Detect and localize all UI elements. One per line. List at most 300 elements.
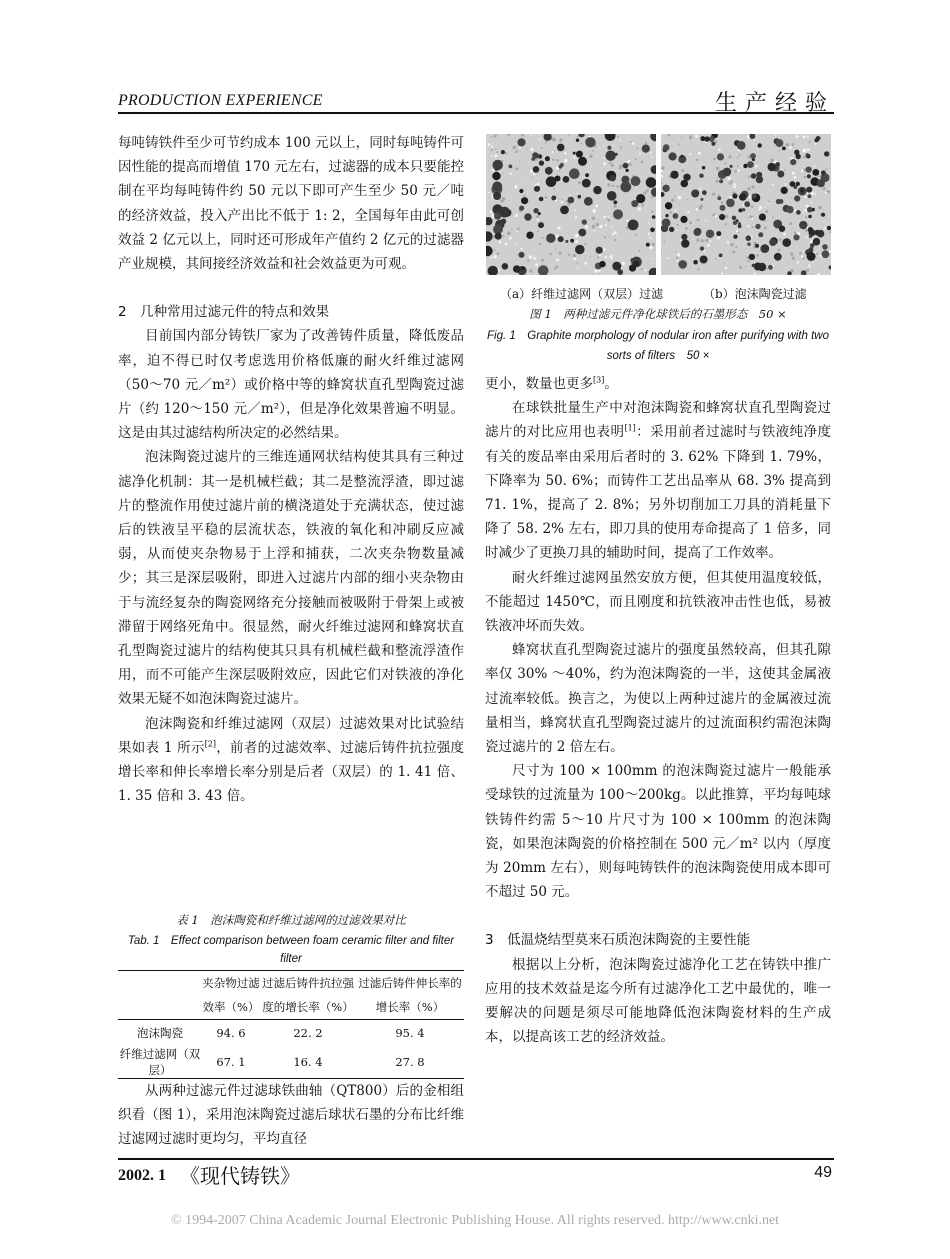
graphite-nodule xyxy=(812,169,819,176)
matrix-speck xyxy=(718,194,720,196)
matrix-speck xyxy=(661,175,663,177)
graphite-nodule xyxy=(634,261,640,267)
graphite-nodule xyxy=(607,146,611,150)
matrix-speck xyxy=(741,163,743,165)
matrix-speck xyxy=(577,192,578,193)
matrix-speck xyxy=(638,207,641,210)
matrix-speck xyxy=(564,152,567,155)
graphite-nodule xyxy=(555,176,561,182)
paragraph: 耐火纤维过滤网虽然安放方便，但其使用温度较低，不能超过 1450℃，而且刚度和抗铁液冲击性也低，易被铁液冲坏而失效。 xyxy=(485,569,831,635)
matrix-speck xyxy=(648,222,650,224)
graphite-nodule xyxy=(717,153,724,160)
paragraph: 蜂窝状直孔型陶瓷过滤片的强度虽然较高，但其孔隙率仅 30% ～40%，约为泡沫陶瓷的一半，这使其金属液过流率较低。换言之，为使以上两种过滤片的金属液过流量相当，蜂窝状直孔型陶瓷过滤片的过流面积约需泡沫陶瓷过滤片的 2 倍左右。 xyxy=(485,642,831,756)
matrix-speck xyxy=(515,214,518,217)
matrix-speck xyxy=(511,214,512,215)
graphite-nodule xyxy=(534,186,540,192)
matrix-speck xyxy=(537,219,539,221)
graphite-nodule xyxy=(758,143,762,147)
matrix-speck xyxy=(592,217,595,220)
graphite-nodule xyxy=(605,151,615,161)
graphite-nodule xyxy=(732,193,737,198)
micrograph-b-image xyxy=(661,134,831,275)
text-run: 在球铁批量生产中对泡沫陶瓷和蜂窝状直孔型陶瓷过滤片的对比应用也表明 xyxy=(485,400,831,441)
matrix-speck xyxy=(635,158,637,160)
graphite-nodule xyxy=(521,266,525,270)
matrix-speck xyxy=(578,181,581,184)
matrix-speck xyxy=(803,212,804,213)
table-caption-cn: 表 1 泡沫陶瓷和纤维过滤网的过滤效果对比 xyxy=(176,913,406,927)
matrix-speck xyxy=(734,170,737,173)
matrix-speck xyxy=(721,201,724,204)
matrix-speck xyxy=(495,154,498,157)
graphite-nodule xyxy=(626,169,629,172)
matrix-speck xyxy=(581,143,583,145)
matrix-speck xyxy=(641,161,644,164)
graphite-nodule xyxy=(612,262,621,271)
matrix-speck xyxy=(805,229,808,232)
graphite-nodule xyxy=(720,205,726,211)
graphite-nodule xyxy=(560,206,569,215)
matrix-speck xyxy=(652,243,655,246)
matrix-speck xyxy=(597,256,599,258)
matrix-speck xyxy=(767,202,769,204)
matrix-speck xyxy=(752,185,755,188)
matrix-speck xyxy=(549,253,551,255)
matrix-speck xyxy=(626,219,629,222)
graphite-nodule xyxy=(570,239,574,243)
matrix-speck xyxy=(815,143,817,145)
matrix-speck xyxy=(675,251,676,252)
matrix-speck xyxy=(537,183,540,186)
matrix-speck xyxy=(789,146,792,149)
matrix-speck xyxy=(738,231,740,233)
matrix-speck xyxy=(701,239,704,242)
table-header-cell: 增长率（%） xyxy=(356,995,464,1020)
matrix-speck xyxy=(804,196,806,198)
graphite-nodule xyxy=(755,224,760,229)
matrix-speck xyxy=(751,218,753,220)
graphite-nodule xyxy=(730,165,733,168)
graphite-nodule xyxy=(806,153,810,157)
graphite-nodule xyxy=(752,194,757,199)
graphite-nodule xyxy=(609,175,616,182)
graphite-nodule xyxy=(790,181,796,187)
matrix-speck xyxy=(605,256,607,258)
graphite-nodule xyxy=(669,227,674,232)
graphite-nodule xyxy=(593,186,601,194)
graphite-nodule xyxy=(492,172,500,180)
matrix-speck xyxy=(605,224,607,226)
matrix-speck xyxy=(717,236,720,239)
matrix-speck xyxy=(545,196,548,199)
graphite-nodule xyxy=(526,232,533,239)
matrix-speck xyxy=(746,217,747,218)
matrix-speck xyxy=(652,258,654,260)
matrix-speck xyxy=(511,229,512,230)
matrix-speck xyxy=(732,251,735,254)
matrix-speck xyxy=(780,168,782,170)
graphite-nodule xyxy=(763,244,768,249)
matrix-speck xyxy=(737,165,739,167)
paragraph xyxy=(485,396,831,565)
graphite-nodule xyxy=(782,147,786,151)
matrix-speck xyxy=(627,161,629,163)
graphite-nodule xyxy=(652,215,656,219)
matrix-speck xyxy=(497,252,500,255)
matrix-speck xyxy=(585,225,588,228)
matrix-speck xyxy=(556,159,559,162)
paragraph: 尺寸为 100 × 100mm 的泡沫陶瓷过滤片一般能承受球铁的过流量为 100～200kg。以此推算，平均每吨球铁铸件约需 5～10 片尺寸为 100 × 100mm 的泡沫陶瓷，如果泡沫陶瓷的价格控制在 500 元／m² 以内（厚度为 20mm 左右），则每吨铸铁件的泡沫陶瓷使用成本即可不超过 50 元。 xyxy=(485,763,831,901)
results-table xyxy=(118,970,464,1079)
graphite-nodule xyxy=(499,207,510,218)
matrix-speck xyxy=(603,162,606,165)
page-number: 49 xyxy=(814,1164,832,1181)
matrix-speck xyxy=(609,162,612,165)
matrix-speck xyxy=(576,234,579,237)
graphite-nodule xyxy=(502,263,509,270)
matrix-speck xyxy=(745,266,746,267)
matrix-speck xyxy=(609,256,610,257)
graphite-nodule xyxy=(681,239,689,247)
matrix-speck xyxy=(814,166,816,168)
matrix-speck xyxy=(716,167,720,171)
graphite-nodule xyxy=(613,209,623,219)
matrix-speck xyxy=(523,177,524,178)
graphite-nodule xyxy=(578,157,587,166)
matrix-speck xyxy=(530,170,533,173)
graphite-nodule xyxy=(691,190,699,198)
citation: [2] xyxy=(204,739,216,749)
graphite-nodule xyxy=(759,214,766,221)
graphite-nodule xyxy=(582,179,591,188)
matrix-speck xyxy=(747,225,749,227)
graphite-nodule xyxy=(821,213,825,217)
matrix-speck xyxy=(536,215,539,218)
graphite-nodule xyxy=(673,213,679,219)
graphite-nodule xyxy=(807,174,811,178)
graphite-nodule xyxy=(700,256,708,264)
table-cell: 94. 6 xyxy=(216,1026,246,1040)
graphite-nodule xyxy=(799,221,807,229)
figure-label-b: （b）泡沫陶瓷过滤 xyxy=(703,287,807,301)
matrix-speck xyxy=(569,195,571,197)
graphite-nodule xyxy=(719,214,725,220)
graphite-nodule xyxy=(567,197,574,204)
table-cell: 22. 2 xyxy=(293,1026,323,1040)
matrix-speck xyxy=(643,191,646,194)
table-row xyxy=(118,1046,464,1079)
graphite-nodule xyxy=(630,258,634,262)
table-header-cell xyxy=(118,971,202,996)
matrix-speck xyxy=(590,256,591,257)
micrograph-b xyxy=(661,134,831,275)
matrix-speck xyxy=(806,193,808,195)
matrix-speck xyxy=(804,176,807,179)
matrix-speck xyxy=(577,262,579,264)
matrix-speck xyxy=(681,137,683,139)
matrix-speck xyxy=(617,136,619,138)
graphite-nodule xyxy=(719,254,723,258)
matrix-speck xyxy=(529,269,532,272)
matrix-speck xyxy=(591,166,592,167)
graphite-nodule xyxy=(743,164,747,168)
matrix-speck xyxy=(717,177,718,178)
paragraph: 每吨铸铁件至少可节约成本 100 元以上，同时每吨铸件可因性能的提高而增值 170 元左右，过滤器的成本只要能控制在平均每吨铸件约 50 元以下即可产生至少 50 元／吨的经济效益，投入产出比不低于 1: 2，全国每年由此可创效益 2 亿元以上，同时还可形成年产值约 2 亿元的过滤器产业规模，其间接经济效益和社会效益更为可观。 xyxy=(118,135,464,273)
matrix-speck xyxy=(568,254,570,256)
running-header-cn: 生产经验 xyxy=(714,91,835,116)
matrix-speck xyxy=(803,156,806,159)
matrix-speck xyxy=(804,209,807,212)
matrix-speck xyxy=(607,183,610,186)
matrix-speck xyxy=(748,175,751,178)
matrix-speck xyxy=(778,249,781,252)
graphite-nodule xyxy=(800,188,804,192)
matrix-speck xyxy=(608,216,610,218)
graphite-nodule xyxy=(809,235,812,238)
graphite-nodule xyxy=(717,196,721,200)
table-cell: 67. 1 xyxy=(202,1046,260,1079)
graphite-nodule xyxy=(569,168,580,179)
matrix-speck xyxy=(724,162,726,164)
matrix-speck xyxy=(796,135,799,138)
matrix-speck xyxy=(531,148,534,151)
matrix-speck xyxy=(499,241,502,244)
graphite-nodule xyxy=(822,244,828,250)
table-header-cell: 过滤后铸件伸长率的 xyxy=(356,971,464,996)
graphite-nodule xyxy=(781,187,788,194)
graphite-nodule xyxy=(694,229,701,236)
graphite-nodule xyxy=(563,176,570,183)
matrix-speck xyxy=(573,257,576,260)
matrix-speck xyxy=(779,150,781,152)
matrix-speck xyxy=(491,146,493,148)
graphite-nodule xyxy=(810,243,815,248)
matrix-speck xyxy=(584,243,586,245)
matrix-speck xyxy=(792,257,795,260)
matrix-speck xyxy=(699,187,701,189)
micrograph-a xyxy=(486,134,656,275)
matrix-speck xyxy=(705,239,708,242)
graphite-nodule xyxy=(808,227,813,232)
graphite-nodule xyxy=(723,168,732,177)
text-run: ，前者的过滤效率、过滤后铸件抗拉强度增长率和伸长率增长率分别是后者（双层）的 1. 41 倍、1. 35 倍和 3. 43 倍。 xyxy=(118,739,465,805)
matrix-speck xyxy=(559,138,562,141)
matrix-speck xyxy=(539,243,541,245)
graphite-nodule xyxy=(565,240,568,243)
matrix-speck xyxy=(594,269,597,272)
matrix-speck xyxy=(564,159,567,162)
graphite-nodule xyxy=(827,226,831,230)
table-header-row xyxy=(118,995,464,1020)
figure-caption-en: Fig. 1 Graphite morphology of nodular iron after purifying with two sorts of filters 50 × xyxy=(487,330,829,362)
graphite-nodule xyxy=(747,243,750,246)
graphite-nodule xyxy=(517,138,525,146)
matrix-speck xyxy=(687,211,689,213)
matrix-speck xyxy=(497,151,499,153)
graphite-nodule xyxy=(814,138,818,142)
graphite-nodule xyxy=(584,197,593,206)
matrix-speck xyxy=(637,147,639,149)
graphite-nodule xyxy=(575,245,585,255)
graphite-nodule xyxy=(669,152,677,160)
graphite-nodule xyxy=(752,264,755,267)
matrix-speck xyxy=(733,186,736,189)
matrix-speck xyxy=(756,254,759,257)
matrix-speck xyxy=(680,204,681,205)
matrix-speck xyxy=(677,253,680,256)
graphite-nodule xyxy=(702,166,705,169)
matrix-speck xyxy=(736,230,738,232)
graphite-nodule xyxy=(808,247,813,252)
graphite-nodule xyxy=(700,246,704,250)
graphite-nodule xyxy=(774,253,782,261)
graphite-nodule xyxy=(578,195,582,199)
matrix-speck xyxy=(555,235,558,238)
matrix-speck xyxy=(527,259,530,262)
graphite-nodule xyxy=(807,252,816,261)
matrix-speck xyxy=(515,167,518,170)
matrix-speck xyxy=(533,173,535,175)
matrix-speck xyxy=(803,136,806,139)
graphite-nodule xyxy=(665,214,668,217)
matrix-speck xyxy=(593,230,595,232)
micrograph-background xyxy=(486,134,656,275)
matrix-speck xyxy=(503,235,505,237)
matrix-speck xyxy=(491,149,493,151)
matrix-speck xyxy=(575,240,578,243)
figure-label-a: （a）纤维过滤网（双层）过滤 xyxy=(500,287,664,301)
matrix-speck xyxy=(562,199,563,200)
matrix-speck xyxy=(809,141,811,143)
graphite-nodule xyxy=(545,156,550,161)
graphite-nodule xyxy=(738,208,742,212)
matrix-speck xyxy=(494,134,497,137)
graphite-nodule xyxy=(521,197,528,204)
graphite-nodule xyxy=(493,192,501,200)
graphite-nodule xyxy=(599,261,605,267)
graphite-nodule xyxy=(533,208,538,213)
graphite-nodule xyxy=(808,194,812,198)
graphite-nodule xyxy=(680,216,687,223)
matrix-speck xyxy=(676,257,678,259)
graphite-nodule xyxy=(824,151,829,156)
matrix-speck xyxy=(698,268,700,270)
matrix-speck xyxy=(553,188,555,190)
graphite-nodule xyxy=(775,139,783,147)
matrix-speck xyxy=(584,262,587,265)
matrix-speck xyxy=(696,208,699,211)
paragraph xyxy=(485,372,831,396)
matrix-speck xyxy=(689,135,692,138)
matrix-speck xyxy=(805,216,807,218)
graphite-nodule xyxy=(646,177,656,188)
graphite-nodule xyxy=(623,163,629,169)
matrix-speck xyxy=(491,136,493,138)
table-caption-en: Tab. 1 Effect comparison between foam ceramic filter and filter filter xyxy=(127,935,455,965)
graphite-nodule xyxy=(758,232,763,237)
graphite-nodule xyxy=(617,269,623,275)
matrix-speck xyxy=(642,204,645,207)
table-row xyxy=(118,1020,464,1047)
matrix-speck xyxy=(532,177,534,179)
matrix-speck xyxy=(513,146,516,149)
matrix-speck xyxy=(608,236,609,237)
graphite-nodule xyxy=(700,198,703,201)
graphite-nodule xyxy=(737,141,746,150)
matrix-speck xyxy=(818,206,821,209)
text-run: 。 xyxy=(604,376,618,392)
graphite-nodule xyxy=(693,260,698,265)
graphite-nodule xyxy=(779,199,784,204)
matrix-speck xyxy=(698,152,701,155)
table-cell: 纤维过滤网（双层） xyxy=(119,1047,201,1077)
matrix-speck xyxy=(604,236,606,238)
matrix-speck xyxy=(677,224,679,226)
matrix-speck xyxy=(500,199,503,202)
matrix-speck xyxy=(811,201,813,203)
graphite-nodule xyxy=(573,152,576,155)
right-column xyxy=(485,372,831,1049)
matrix-speck xyxy=(611,226,613,228)
section-heading: 3 低温烧结型莫来石质泡沫陶瓷的主要性能 xyxy=(485,932,751,949)
matrix-speck xyxy=(820,214,822,216)
matrix-speck xyxy=(651,156,653,158)
matrix-speck xyxy=(649,237,651,239)
matrix-speck xyxy=(738,149,740,151)
matrix-speck xyxy=(725,223,727,225)
matrix-speck xyxy=(561,201,563,203)
graphite-nodule xyxy=(513,265,521,273)
table-header-cell: 度的增长率（%） xyxy=(260,995,356,1020)
graphite-nodule xyxy=(662,185,669,192)
graphite-nodule xyxy=(646,243,650,247)
graphite-nodule xyxy=(756,172,762,178)
matrix-speck xyxy=(613,204,616,207)
graphite-nodule xyxy=(558,236,564,242)
matrix-speck xyxy=(558,227,561,230)
matrix-speck xyxy=(555,248,556,249)
graphite-nodule xyxy=(742,208,745,211)
matrix-speck xyxy=(616,185,619,188)
graphite-nodule xyxy=(539,197,544,202)
matrix-speck xyxy=(675,210,677,212)
micrograph-a-image xyxy=(486,134,656,275)
matrix-speck xyxy=(559,170,561,172)
matrix-speck xyxy=(678,143,680,145)
matrix-speck xyxy=(806,269,809,272)
matrix-speck xyxy=(592,225,596,229)
matrix-speck xyxy=(577,136,579,138)
matrix-speck xyxy=(539,138,541,140)
matrix-speck xyxy=(650,152,652,154)
graphite-nodule xyxy=(509,165,513,169)
matrix-speck xyxy=(812,262,813,263)
graphite-nodule xyxy=(670,171,678,179)
matrix-speck xyxy=(514,185,517,188)
matrix-speck xyxy=(541,259,544,262)
matrix-speck xyxy=(495,149,496,150)
matrix-speck xyxy=(639,153,641,155)
matrix-speck xyxy=(644,269,646,271)
graphite-nodule xyxy=(790,159,796,165)
graphite-nodule xyxy=(796,154,801,159)
graphite-nodule xyxy=(578,229,586,237)
matrix-speck xyxy=(603,145,605,147)
text-run: 更小，数量也更多 xyxy=(485,376,593,392)
table-header-cell: 夹杂物过滤 xyxy=(202,971,260,996)
graphite-nodule xyxy=(519,252,525,258)
matrix-speck xyxy=(603,216,605,218)
